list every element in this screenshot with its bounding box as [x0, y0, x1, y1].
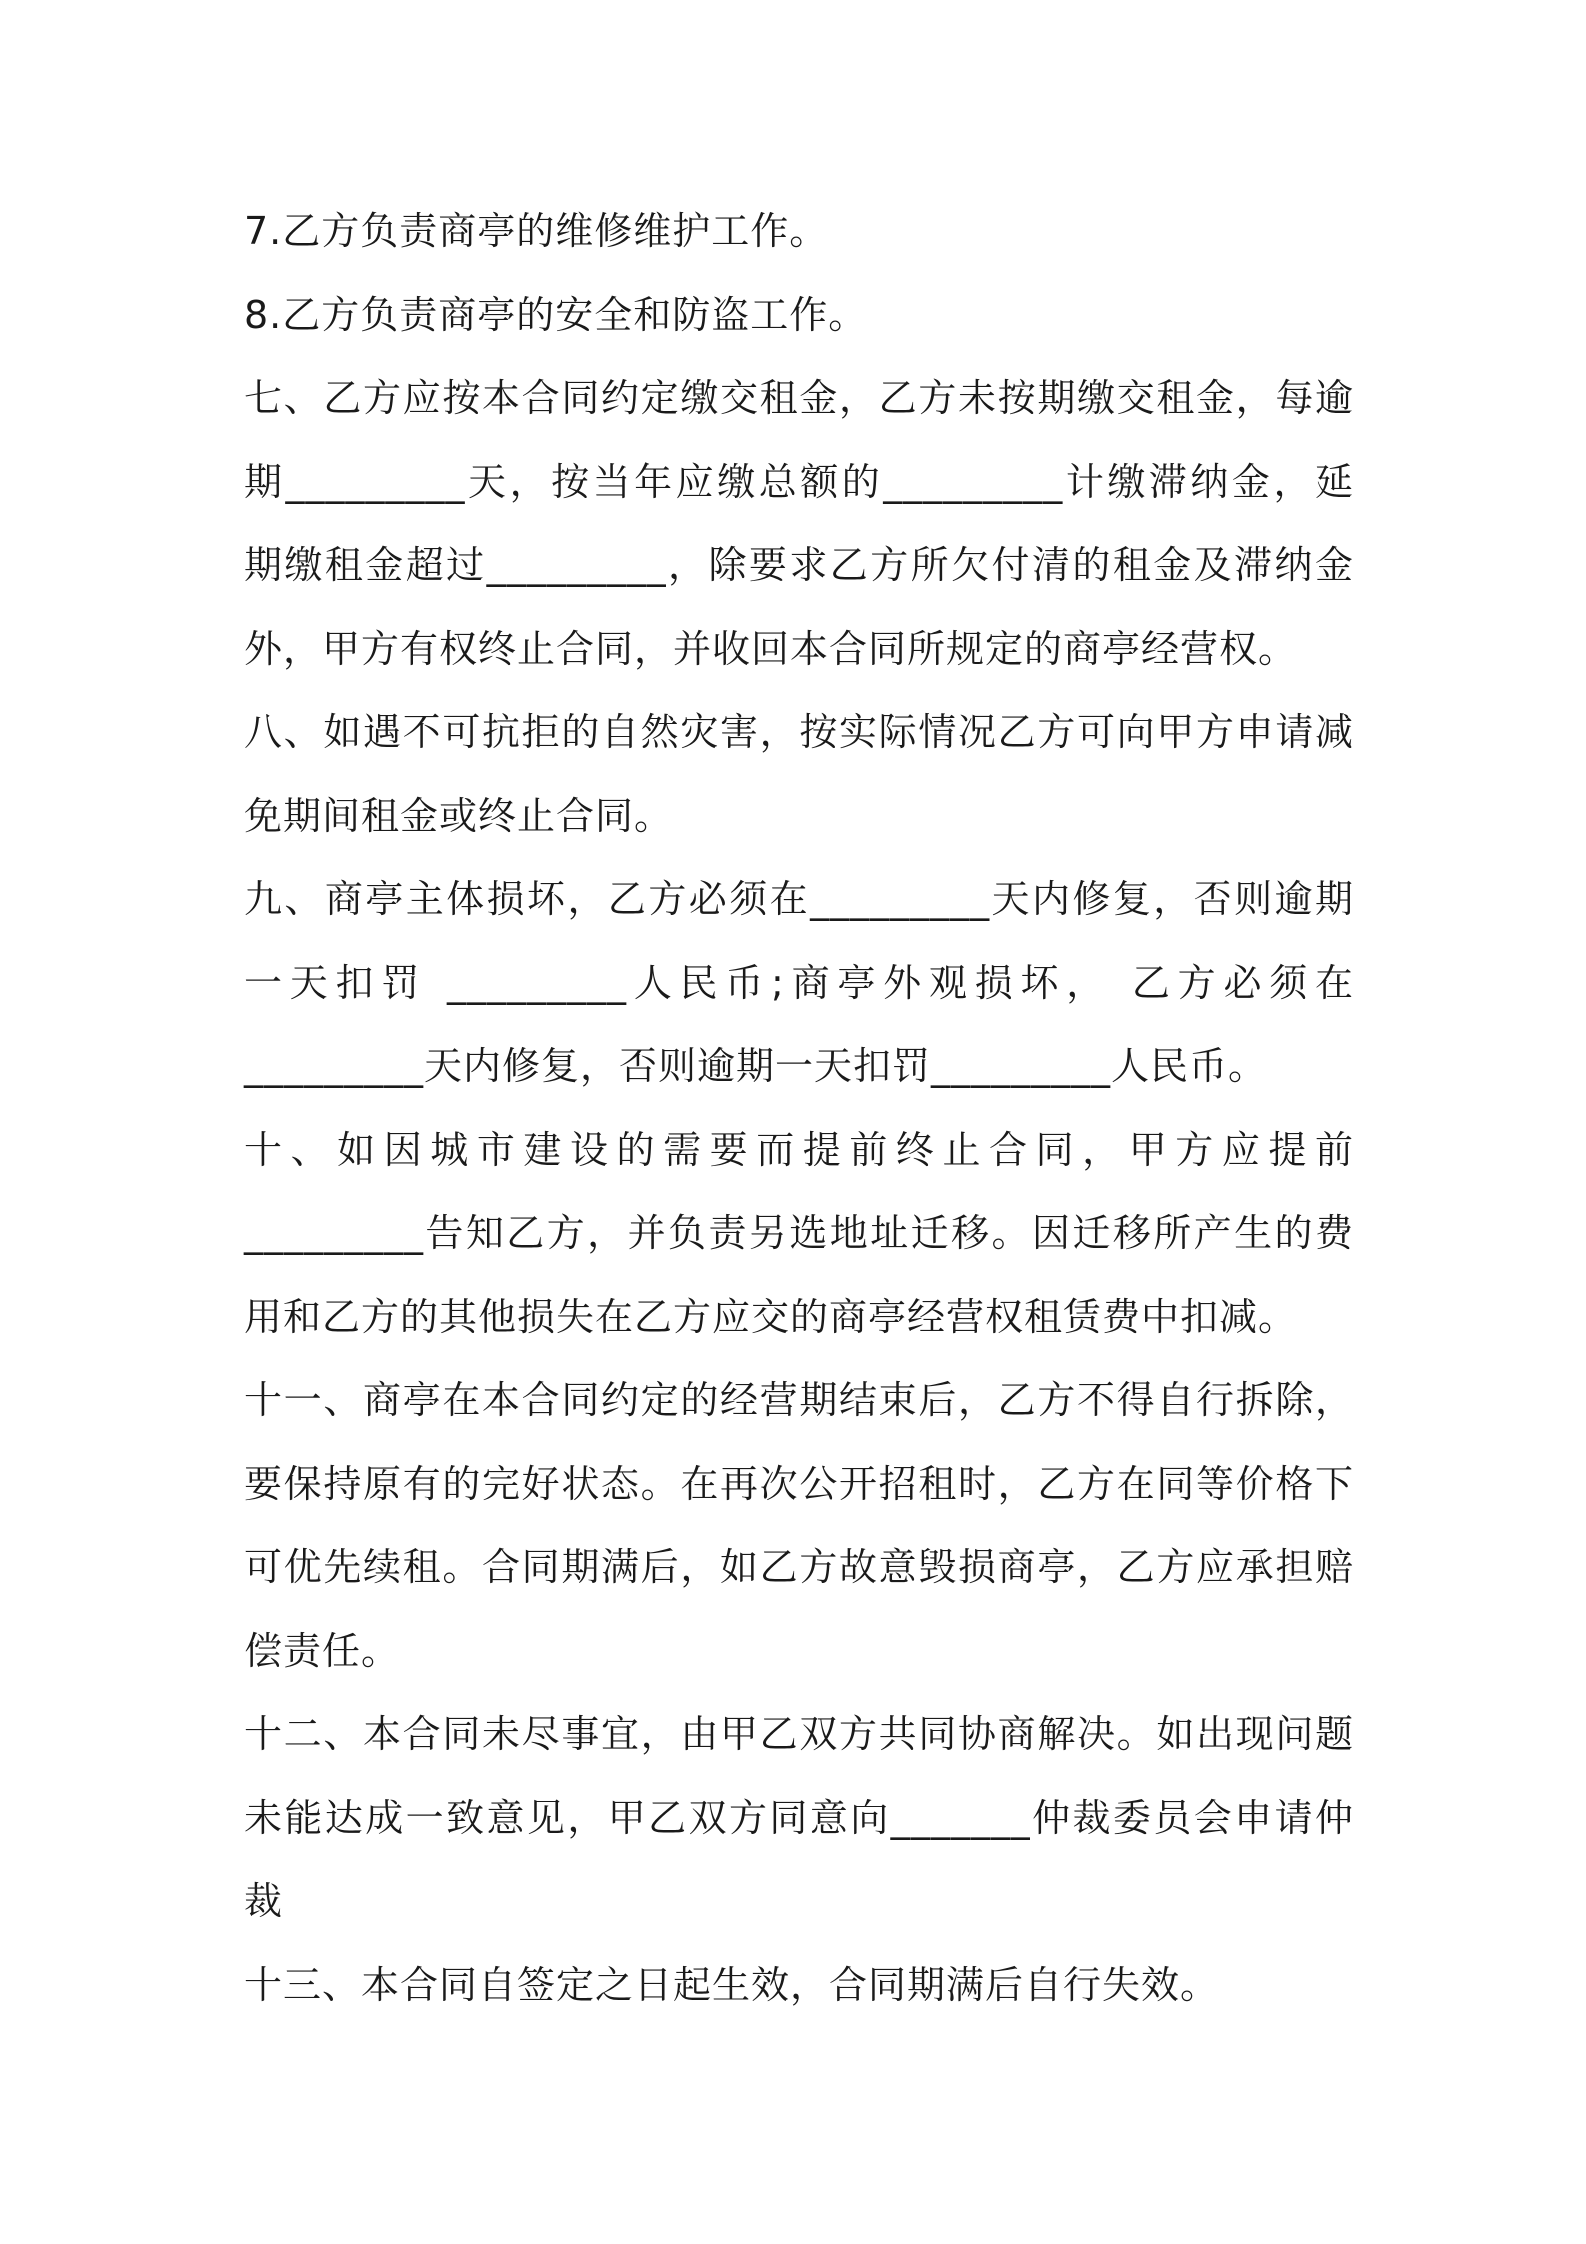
text-line: 可优先续租。合同期满后，如乙方故意毁损商亭，乙方应承担赔	[244, 1545, 1354, 1589]
clause-8	[244, 274, 1354, 358]
clause-7	[244, 190, 1354, 274]
clause-eleven	[244, 1359, 1354, 1693]
text-line: 期缴租金超过_________，除要求乙方所欠付清的租金及滞纳金	[244, 543, 1354, 587]
text-line: _________天内修复，否则逾期一天扣罚_________人民币。	[244, 1044, 1268, 1088]
text-line: 外，甲方有权终止合同，并收回本合同所规定的商亭经营权。	[244, 626, 1298, 671]
text-line: 8.乙方负责商亭的安全和防盗工作。	[244, 292, 868, 337]
clause-ten	[244, 1109, 1354, 1360]
clause-nine	[244, 858, 1354, 1109]
text-line: 未能达成一致意见，甲乙双方同意向_______仲裁委员会申请仲	[244, 1795, 1354, 1840]
text-line: 免期间租金或终止合同。	[244, 793, 674, 838]
text-line: 十、如因城市建设的需要而提前终止合同，甲方应提前	[244, 1127, 1354, 1172]
text-line: 十三、本合同自签定之日起生效，合同期满后自行失效。	[244, 1962, 1220, 2007]
text-line: _________告知乙方，并负责另选地址迁移。因迁移所产生的费	[244, 1211, 1354, 1255]
text-line: 期_________天，按当年应缴总额的_________计缴滞纳金，延	[244, 459, 1354, 504]
text-line: 八、如遇不可抗拒的自然灾害，按实际情况乙方可向甲方申请减	[244, 710, 1354, 754]
text-line: 九、商亭主体损坏，乙方必须在_________天内修复，否则逾期	[244, 877, 1354, 921]
text-line: 用和乙方的其他损失在乙方应交的商亭经营权租赁费中扣减。	[244, 1294, 1298, 1339]
document-page	[244, 190, 1354, 2027]
text-line: 偿责任。	[244, 1628, 401, 1673]
text-line: 7.乙方负责商亭的维修维护工作。	[244, 209, 829, 253]
clause-eight	[244, 691, 1354, 858]
clause-seven	[244, 357, 1354, 691]
clause-thirteen	[244, 1944, 1354, 2028]
text-line: 十一、商亭在本合同约定的经营期结束后，乙方不得自行拆除，	[244, 1378, 1354, 1422]
text-line: 七、乙方应按本合同约定缴交租金，乙方未按期缴交租金，每逾	[244, 376, 1354, 420]
text-line: 裁	[244, 1879, 284, 1923]
text-line: 十二、本合同未尽事宜，由甲乙双方共同协商解决。如出现问题	[244, 1712, 1354, 1756]
text-line: 要保持原有的完好状态。在再次公开招租时，乙方在同等价格下	[244, 1461, 1354, 1506]
clause-twelve	[244, 1693, 1354, 1944]
text-line: 一天扣罚 _________人民币;商亭外观损坏， 乙方必须在	[244, 960, 1354, 1005]
